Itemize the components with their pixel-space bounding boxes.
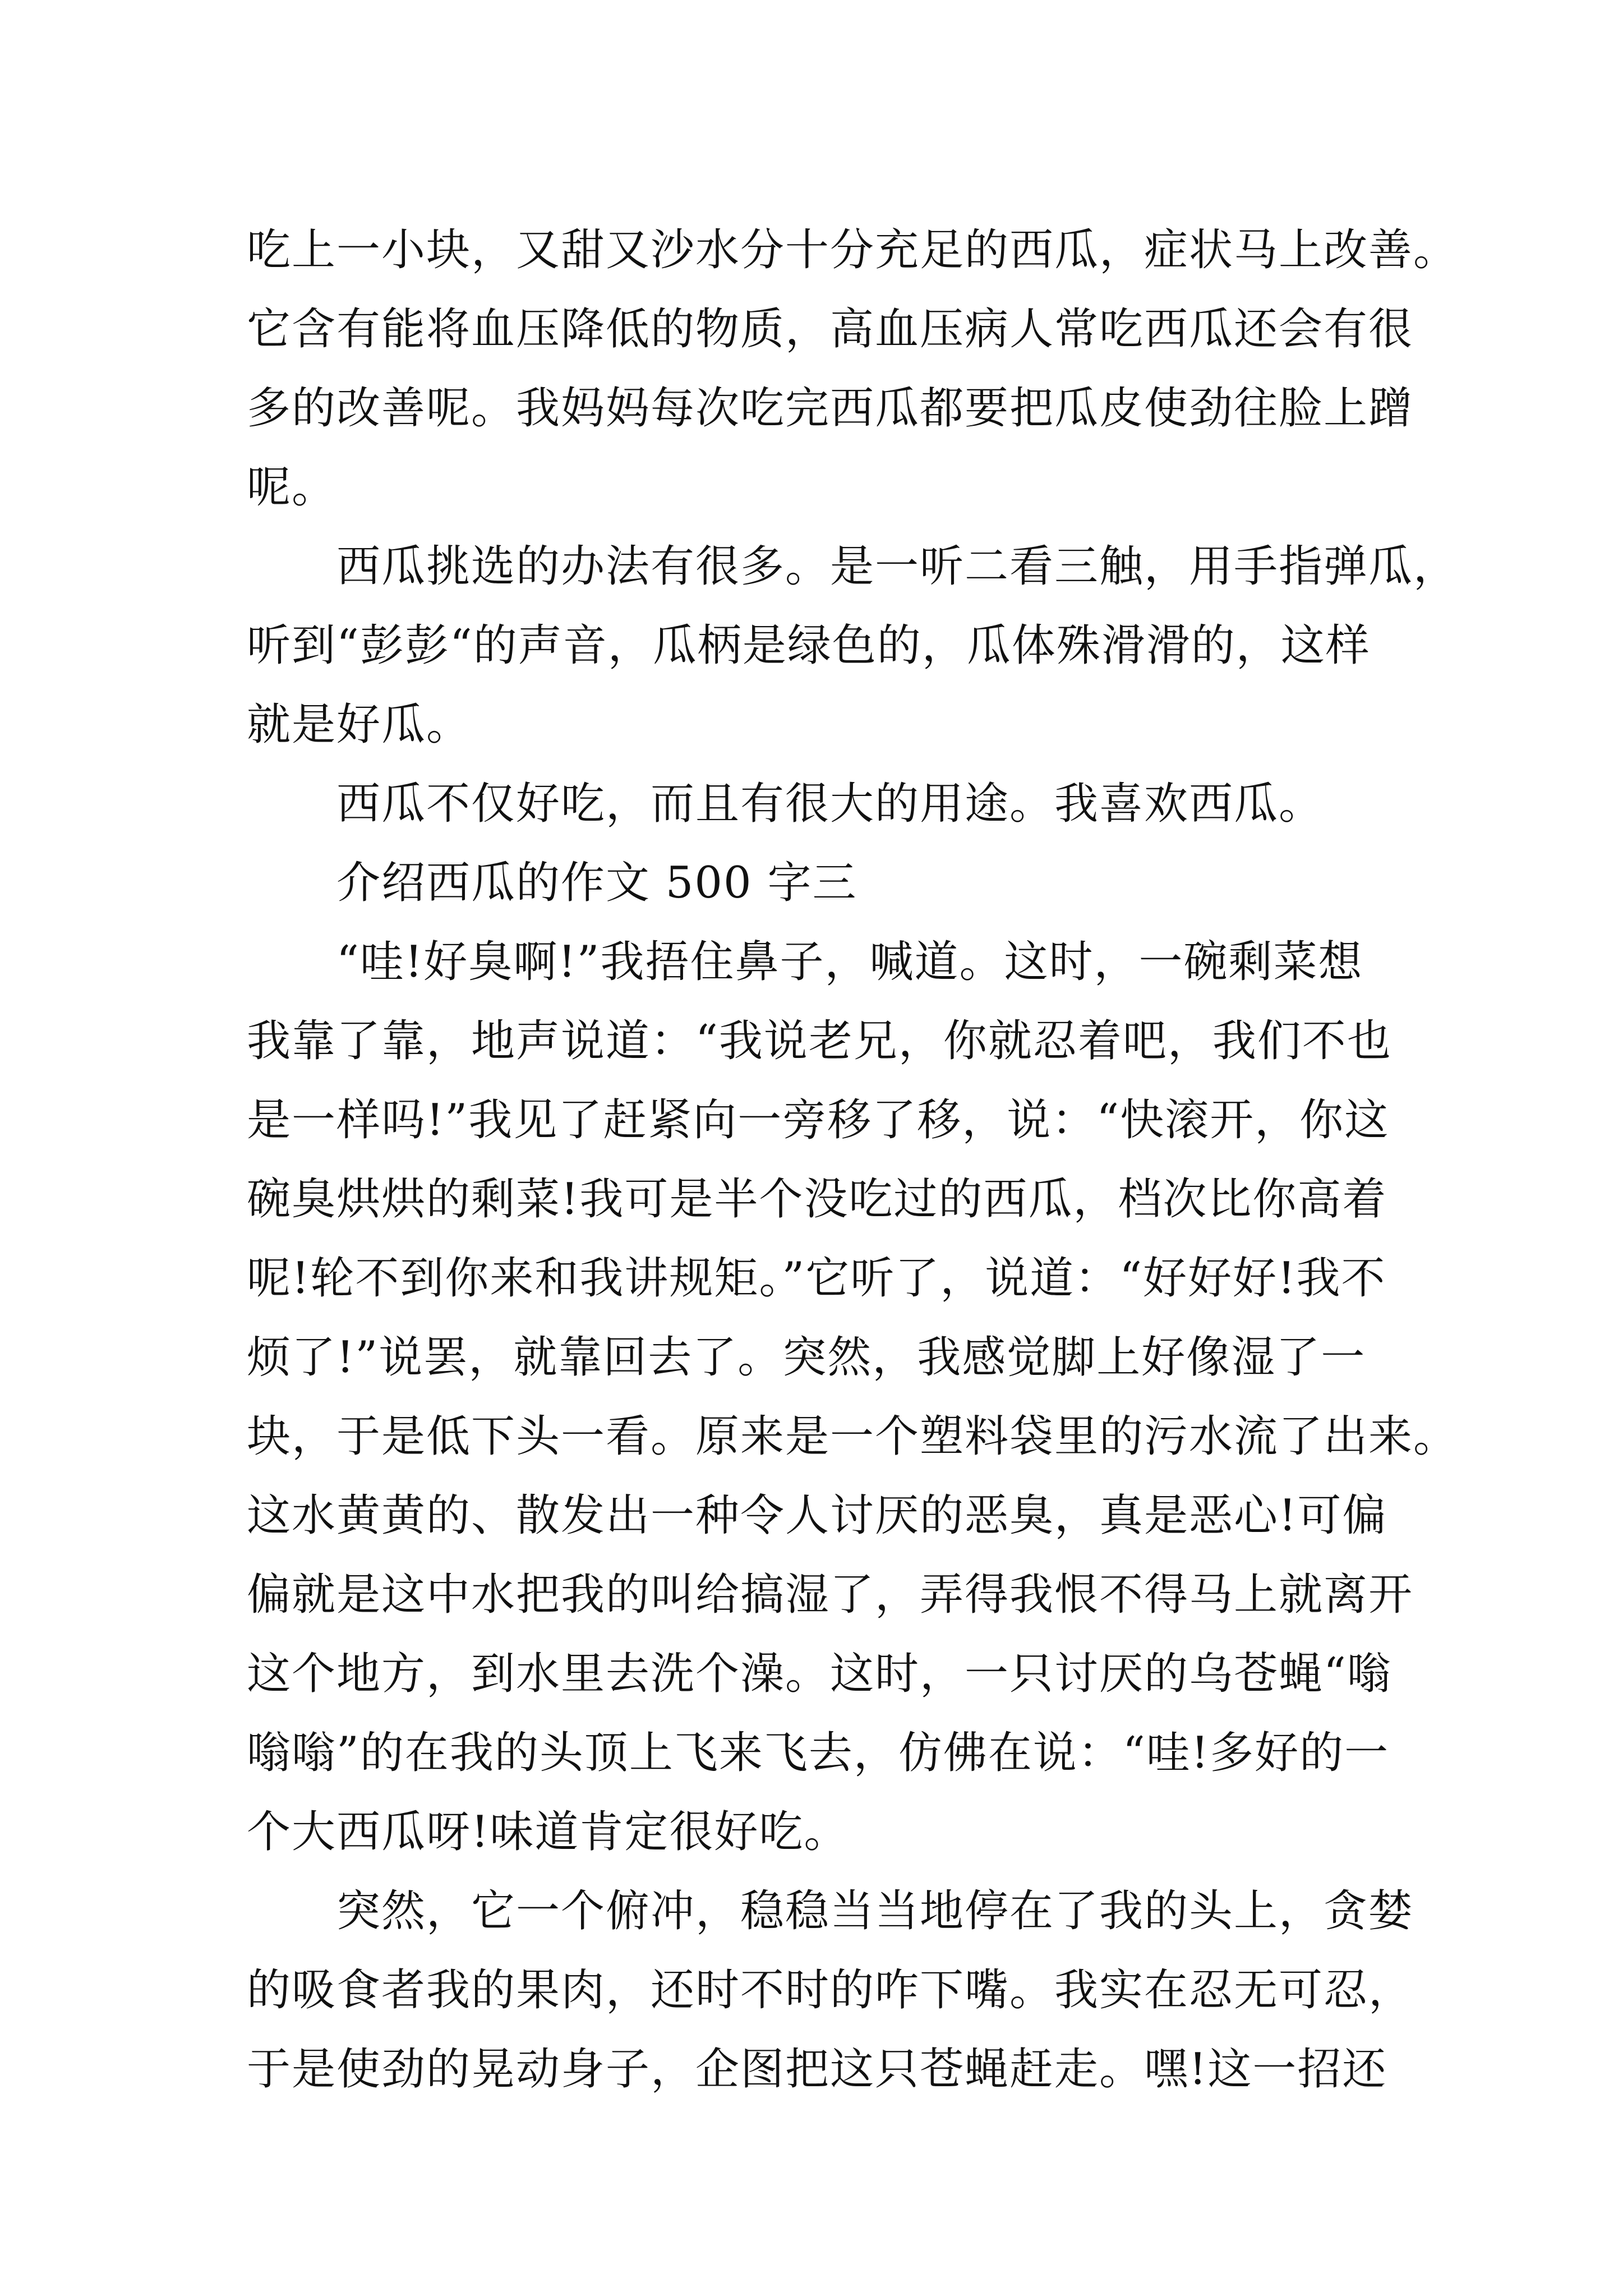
- text-line: 它含有能将血压降低的物质，高血压病人常吃西瓜还会有很: [247, 304, 1414, 355]
- text-line: 个大西瓜呀!味道肯定很好吃。: [247, 1807, 849, 1857]
- paragraph-first-line: “哇!好臭啊!”我捂住鼻子，喊道。这时，一碗剩菜想: [336, 937, 1363, 987]
- text-line: 呢。: [247, 462, 337, 513]
- text-line: 吃上一小块，又甜又沙水分十分充足的西瓜，症状马上改善。: [247, 225, 1459, 275]
- text-line: 这水黄黄的、散发出一种令人讨厌的恶臭，真是恶心!可偏: [247, 1490, 1387, 1541]
- text-line: 偏就是这中水把我的叫给搞湿了，弄得我恨不得马上就离开: [247, 1570, 1414, 1620]
- text-line: 就是好瓜。: [247, 700, 472, 750]
- text-line: 这个地方，到水里去洗个澡。这时，一只讨厌的乌苍蝇“嗡: [247, 1649, 1392, 1699]
- text-line: 烦了!”说罢，就靠回去了。突然，我感觉脚上好像湿了一: [247, 1332, 1366, 1383]
- text-line: 嗡嗡”的在我的头顶上飞来飞去，仿佛在说：“哇!多好的一: [247, 1728, 1390, 1778]
- paragraph-first-line: 西瓜不仅好吃，而且有很大的用途。我喜欢西瓜。: [336, 779, 1324, 829]
- paragraph-first-line: 突然，它一个俯冲，稳稳当当地停在了我的头上，贪婪: [336, 1886, 1414, 1936]
- text-line: 呢!轮不到你来和我讲规矩。”它听了，说道：“好好好!我不: [247, 1253, 1386, 1304]
- text-line: 多的改善呢。我妈妈每次吃完西瓜都要把瓜皮使劲往脸上蹭: [247, 383, 1414, 434]
- text-line: 的吸食者我的果肉，还时不时的咋下嘴。我实在忍无可忍，: [247, 1965, 1414, 2016]
- text-line: 听到“彭彭“的声音，瓜柄是绿色的，瓜体殊滑滑的，这样: [247, 620, 1371, 671]
- text-line: 我靠了靠，地声说道：“我说老兄，你就忍着吧，我们不也: [247, 1016, 1392, 1066]
- text-line: 块，于是低下头一看。原来是一个塑料袋里的污水流了出来。: [247, 1411, 1459, 1462]
- paragraph-first-line: 西瓜挑选的办法有很多。是一听二看三触，用手指弹瓜，: [336, 541, 1459, 592]
- section-heading: 介绍西瓜的作文 500 字三: [336, 858, 857, 908]
- text-line: 是一样吗!”我见了赶紧向一旁移了移，说：“快滚开，你这: [247, 1095, 1390, 1145]
- text-line: 碗臭烘烘的剩菜!我可是半个没吃过的西瓜，档次比你高着: [247, 1174, 1387, 1225]
- text-line: 于是使劲的晃动身子，企图把这只苍蝇赶走。嘿!这一招还: [247, 2044, 1387, 2095]
